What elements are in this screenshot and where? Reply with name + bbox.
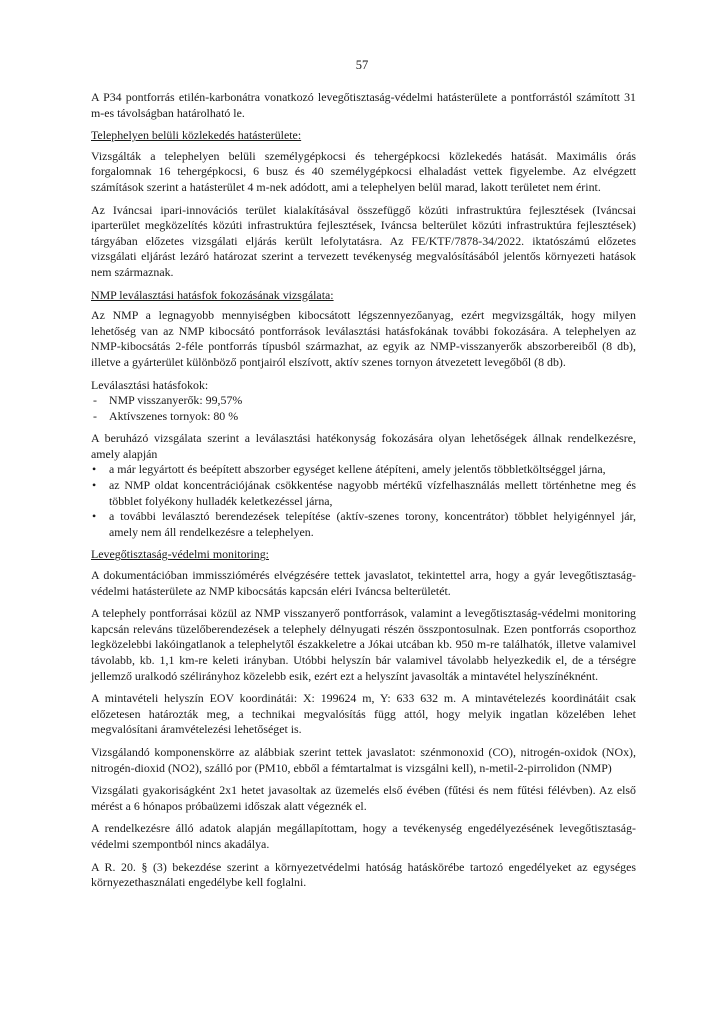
monitoring-section-heading: Levegőtisztaság-védelmi monitoring: [91,547,269,562]
list-item: • a további leválasztó berendezések telepítése (aktív-szenes torony, koncentrátor) többlet helyigénnyel jár, amely nem áll rendelkezésre a telephelyen. [91,509,636,540]
page-number: 57 [355,58,369,72]
traffic-paragraph-1: Vizsgálták a telephelyen belüli személygépkocsi és tehergépkocsi közlekedés hatását. Maximális órás forgalomnak 16 tehergépkocsi, 6 busz és 40 személygépkocsi elhaladást vettek figyelembe. Az elvégzett számítások szerint a hatásterület 4 m-nek adódott, ami a telephelyen belül marad, lakott területet nem érint. [91,148,636,194]
intro-paragraph: A P34 pontforrás etilén-karbonátra vonatkozó levegőtisztaság-védelmi hatásterülete a pontforrástól számított 31 m-es távolságban határolható le. [91,90,636,120]
monitoring-paragraph-1: A dokumentációban immissziómérés elvégzésére tettek javaslatot, tekintettel arra, hogy a gyár levegőtisztaság-védelmi hatásterülete az NMP kibocsátás kapcsán eléri Iváncsa belterületét. [91,568,636,598]
monitoring-paragraph-3: A mintavételi helyszín EOV koordinátái: X: 199624 m, Y: 633 632 m. A mintavételezés koordinátáit csak előzetesen határozták meg, a technikai megvalósítás függ attól, hogy melyik ingatlan közelében lehet megvalósítani áramvételezési lehetőséget is. [91,691,636,737]
efficiency-list [91,393,636,424]
nmp-paragraph: Az NMP a legnagyobb mennyiségben kibocsátott légszennyezőanyag, ezért megvizsgálták, hogy milyen lehetőség van az NMP kibocsátó pontforrások leválasztási hatásfokának további fokozására. A telephelyen az NMP-kibocsátás 2-féle pontforrás típusból származhat, az egyik az NMP-visszanyerők abszorbereiből (8 db), illetve a gyárterület különböző pontjairól elszívott, aktív szenes tornyon átvezetett levegőből (8 db). [91,308,636,369]
list-item: • a már legyártott és beépített abszorber egységet kellene átépíteni, amely jelentős többletköltséggel járna, [91,462,636,478]
efficiency-label: Leválasztási hatásfokok: [91,377,209,392]
list-item: - Aktívszenes tornyok: 80 % [91,409,636,425]
options-intro: A beruházó vizsgálata szerint a leválasztási hatékonyság fokozására olyan lehetőségek állnak rendelkezésre, amely alapján [91,431,636,461]
nmp-section-heading: NMP leválasztási hatásfok fokozásának vizsgálata: [91,287,334,302]
traffic-paragraph-2: Az Iváncsai ipari-innovációs terület kialakításával összefüggő közúti infrastruktúra fejlesztések (Iváncsai iparterület megközelítés közúti infrastruktúra fejlesztések, Iváncsa belterület közúti infrastruktúra fejlesztések) tárgyában előzetes vizsgálati eljárás került lefolytatásra. Az FE/KTF/7878-34/2022. iktatószámú előzetes vizsgálati eljárást lezáró határozat szerint a tervezett tevékenység megvalósításából jelentős környezeti hatások nem származnak. [91,202,636,279]
traffic-section-heading: Telephelyen belüli közlekedés hatásterülete: [91,128,302,143]
monitoring-paragraph-2: A telephely pontforrásai közül az NMP visszanyerő pontforrások, valamint a levegőtisztaság-védelmi monitoring kapcsán releváns tüzelőberendezések a telephely délnyugati részén összpontosulnak. Ezen pontforrás csoporthoz legközelebbi lakóingatlanok a telephelytől északkeletre a Jókai utcában kb. 950 m-re találhatók, illetve valamivel távolabb, kb. 1,1 km-re keleti irányban. Utóbbi helyszín bár valamivel távolabb helyezkedik el, de a térségre jellemző uralkodó szélirányhoz közelebb esik, ezért ezt a helyszínt javasolták a mintavétel helyszínéknént. [91,606,636,683]
monitoring-paragraph-4: Vizsgálandó komponenskörre az alábbiak szerint tettek javaslatot: szénmonoxid (CO), nitrogén-oxidok (NOx), nitrogén-dioxid (NO2), szálló por (PM10, ebből a fémtartalmat is vizsgálni kell), n-metil-2-pirrolidon (NMP) [91,744,636,775]
list-item: • az NMP oldat koncentrációjának csökkentése nagyobb mértékű vízfelhasználás mellett történhetne meg és többlet folyékony hulladék keletkezéssel járna, [91,478,636,509]
monitoring-paragraph-6: A rendelkezésre álló adatok alapján megállapítottam, hogy a tevékenység engedélyezésének levegőtisztaság-védelmi szempontból nincs akadálya. [91,821,636,851]
page-content [91,90,636,898]
monitoring-paragraph-7: A R. 20. § (3) bekezdése szerint a környezetvédelmi hatóság hatáskörébe tartozó engedélyeket az egységes környezethasználati engedélybe kell foglalni. [91,859,636,890]
options-list [91,462,636,540]
monitoring-paragraph-5: Vizsgálati gyakoriságként 2x1 hetet javasoltak az üzemelés első évében (fűtési és nem fűtési félévben). Az első mérést a 6 hónapos próbaüzemi időszak alatt végeznék el. [91,783,636,813]
list-item: - NMP visszanyerők: 99,57% [91,393,636,409]
